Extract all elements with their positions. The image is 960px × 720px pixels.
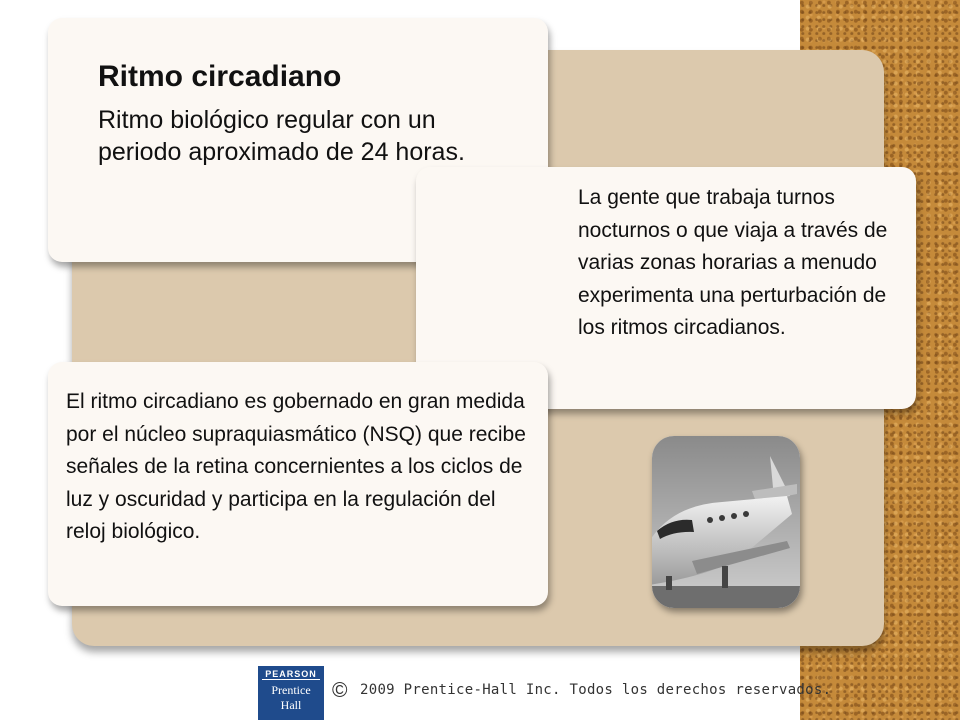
definition-text: Ritmo biológico regular con un periodo aproximado de 24 horas.	[98, 106, 465, 166]
nsq-text: El ritmo circadiano es gobernado en gran medida por el núcleo supraquiasmático (NSQ) que recibe señales de la retina concernientes a los ciclos de luz y oscuridad y participa en la regulación del reloj biológico.	[66, 390, 526, 543]
definition-title: Ritmo circadiano	[98, 60, 342, 93]
copyright-icon: ©	[332, 679, 348, 702]
logo-brand: PEARSON	[262, 666, 320, 680]
shift-work-text: La gente que trabaja turnos nocturnos o que viaja a través de varias zonas horarias a menudo experimenta una perturbación de los ritmos circadianos.	[578, 186, 888, 339]
copyright-text: 2009 Prentice-Hall Inc. Todos los derechos reservados.	[360, 682, 832, 698]
airplane-image	[652, 436, 800, 608]
logo-line-2: Hall	[280, 698, 302, 712]
airplane-photo	[652, 436, 800, 608]
pearson-prentice-hall-logo	[258, 666, 324, 720]
logo-line-1: Prentice	[271, 683, 311, 697]
